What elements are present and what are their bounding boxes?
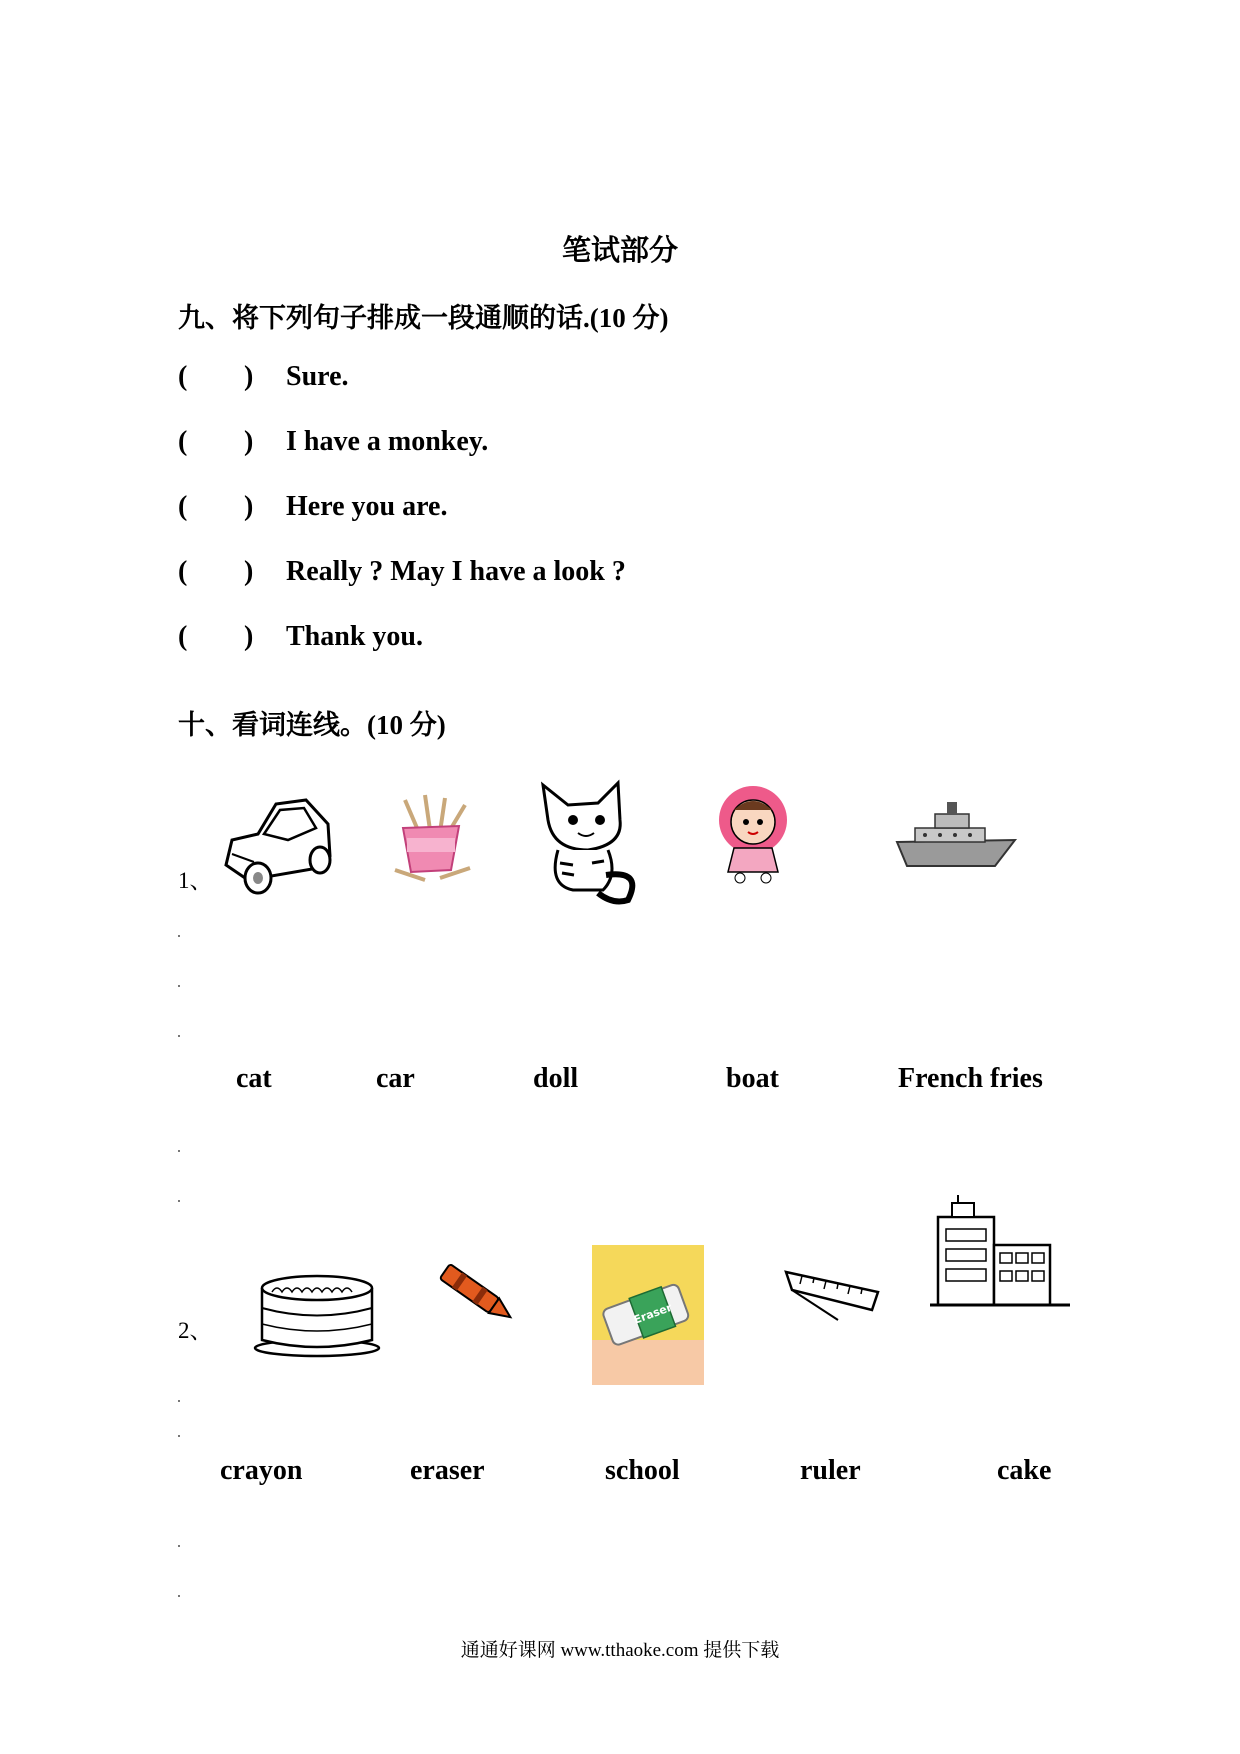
section-9-heading: 九、将下列句子排成一段通顺的话.(10 分): [178, 303, 669, 333]
row-1-number: 1、: [178, 868, 213, 893]
margin-dot: [178, 1545, 180, 1547]
footer-credit: 通通好课网 www.tthaoke.com 提供下载: [460, 1640, 780, 1661]
cake-picture[interactable]: [252, 1268, 382, 1358]
word-cat[interactable]: cat: [236, 1063, 272, 1094]
sentence-2: I have a monkey.: [286, 426, 489, 457]
word-car[interactable]: car: [376, 1063, 415, 1094]
section-10-heading: 十、看词连线。(10 分): [178, 710, 446, 740]
word-cake[interactable]: cake: [997, 1455, 1052, 1486]
school-picture[interactable]: [930, 1195, 1070, 1315]
margin-dot: [178, 985, 180, 987]
sentence-4: Really ? May I have a look ?: [286, 556, 626, 587]
word-eraser[interactable]: eraser: [410, 1455, 485, 1486]
margin-dot: [178, 1200, 180, 1202]
ruler-picture[interactable]: [782, 1262, 882, 1332]
french-fries-picture[interactable]: [385, 790, 477, 890]
sentence-5: Thank you.: [286, 621, 423, 652]
boat-picture[interactable]: [895, 800, 1020, 870]
row-2-number: 2、: [178, 1318, 213, 1343]
crayon-picture[interactable]: [432, 1265, 527, 1335]
margin-dot: [178, 1400, 180, 1402]
margin-dot: [178, 1595, 180, 1597]
margin-dot: [178, 935, 180, 937]
eraser-label: Eraser: [631, 1300, 674, 1327]
word-crayon[interactable]: crayon: [220, 1455, 303, 1486]
word-doll[interactable]: doll: [533, 1063, 579, 1094]
word-boat[interactable]: boat: [726, 1063, 779, 1094]
eraser-picture[interactable]: [592, 1245, 704, 1385]
margin-dot: [178, 1035, 180, 1037]
word-french-fries[interactable]: French fries: [898, 1063, 1043, 1094]
sentence-3: Here you are.: [286, 491, 448, 522]
car-picture[interactable]: [218, 790, 338, 900]
word-ruler[interactable]: ruler: [800, 1455, 861, 1486]
page-title: 笔试部分: [561, 235, 678, 267]
word-school[interactable]: school: [605, 1455, 680, 1486]
sentence-1: Sure.: [286, 361, 349, 392]
cat-picture[interactable]: [518, 775, 648, 905]
margin-dot: [178, 1150, 180, 1152]
doll-picture[interactable]: [706, 780, 801, 885]
margin-dot: [178, 1435, 180, 1437]
